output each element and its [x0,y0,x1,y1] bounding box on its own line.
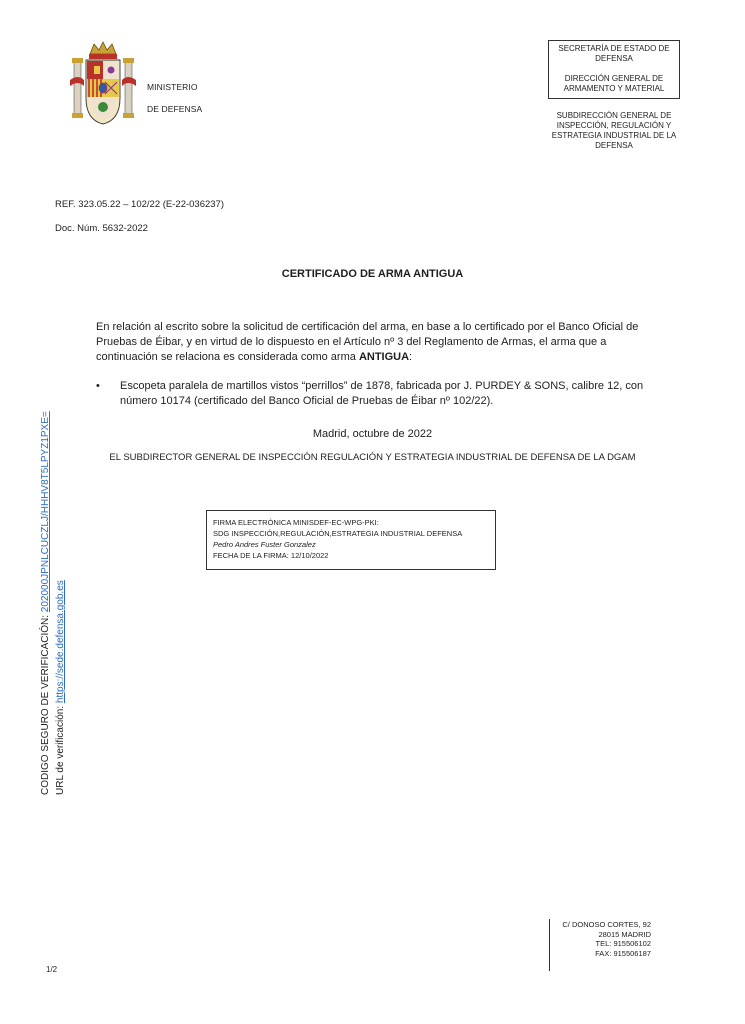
header-box [548,40,680,99]
verification-url-link[interactable]: https://sede.defensa.gob.es [55,580,66,704]
verification-code [40,411,51,795]
verification-url-label: URL de verificación: [55,705,66,795]
body-paragraph [96,320,644,365]
ministry-name [147,76,202,120]
signer-title: EL SUBDIRECTOR GENERAL DE INSPECCIÓN REGULACIÓN Y ESTRATEGIA INDUSTRIAL DE DEFENSA DE LA DGAM [109,452,636,463]
ministry-line-2: DE DEFENSA [147,104,203,114]
signature-date: FECHA DE LA FIRMA: 12/10/2022 [213,551,329,560]
coat-of-arms-logo [70,40,136,132]
paragraph-text: En relación al escrito sobre la solicitud de certificación del arma, en base a lo certificado por el Banco Oficial de Pruebas de Éibar, y en virtud de lo dispuesto en el Artículo nº 3 del Reglamento de Armas, el arma que a continuación se relaciona es considerada como arma [96,321,639,363]
verification-code-value: 202000JPNLCUCZLJ/HHHV8T5LPYZ1PXE= [40,411,51,613]
directorate-label: DIRECCIÓN GENERAL DE ARMAMENTO Y MATERIAL [563,74,665,93]
place-date: Madrid, octubre de 2022 [312,428,433,440]
address-street: C/ DONOSO CORTES, 92 [562,920,651,929]
address-fax: FAX: 915506187 [595,948,651,958]
document-title: CERTIFICADO DE ARMA ANTIGUA [281,268,464,280]
weapon-list-item [96,379,644,409]
address-block [549,919,651,971]
document-number: Doc. Núm. 5632-2022 [55,223,148,234]
page-number: 1/2 [46,965,58,974]
electronic-signature-box [206,510,496,570]
verification-code-label: CODIGO SEGURO DE VERIFICACIÓN: [40,614,51,795]
paragraph-bold-word: ANTIGUA [358,351,410,363]
verification-url [55,580,66,795]
weapon-description: Escopeta paralela de martillos vistos “perrillos” de 1878, fabricada por J. PURDEY & SONS, calibre 12, con número 10174 (certificado del Banco Oficial de Pruebas de Éibar nº 102/22). [120,380,644,407]
reference-number: REF. 323.05.22 – 102/22 (E-22-036237) [55,199,225,210]
address-city: 28015 MADRID [598,929,651,939]
secretariat-label: SECRETARÍA DE ESTADO DE DEFENSA [558,44,670,63]
bullet-icon: • [96,380,100,392]
ministry-line-1: MINISTERIO [147,82,198,92]
address-tel: TEL: 915506102 [595,939,651,948]
paragraph-end: : [409,351,413,363]
signature-name: Pedro Andres Fuster Gonzalez [213,540,316,549]
signature-line-2: SDG INSPECCIÓN,REGULACIÓN,ESTRATEGIA INDUSTRIAL DEFENSA [213,529,463,538]
signature-line-1: FIRMA ELECTRÓNICA MINISDEF-EC-WPG-PKI: [213,518,379,527]
subdirection-label: SUBDIRECCIÓN GENERAL DE INSPECCIÓN, REGULACIÓN Y ESTRATEGIA INDUSTRIAL DE LA DEFENSA [551,111,677,150]
